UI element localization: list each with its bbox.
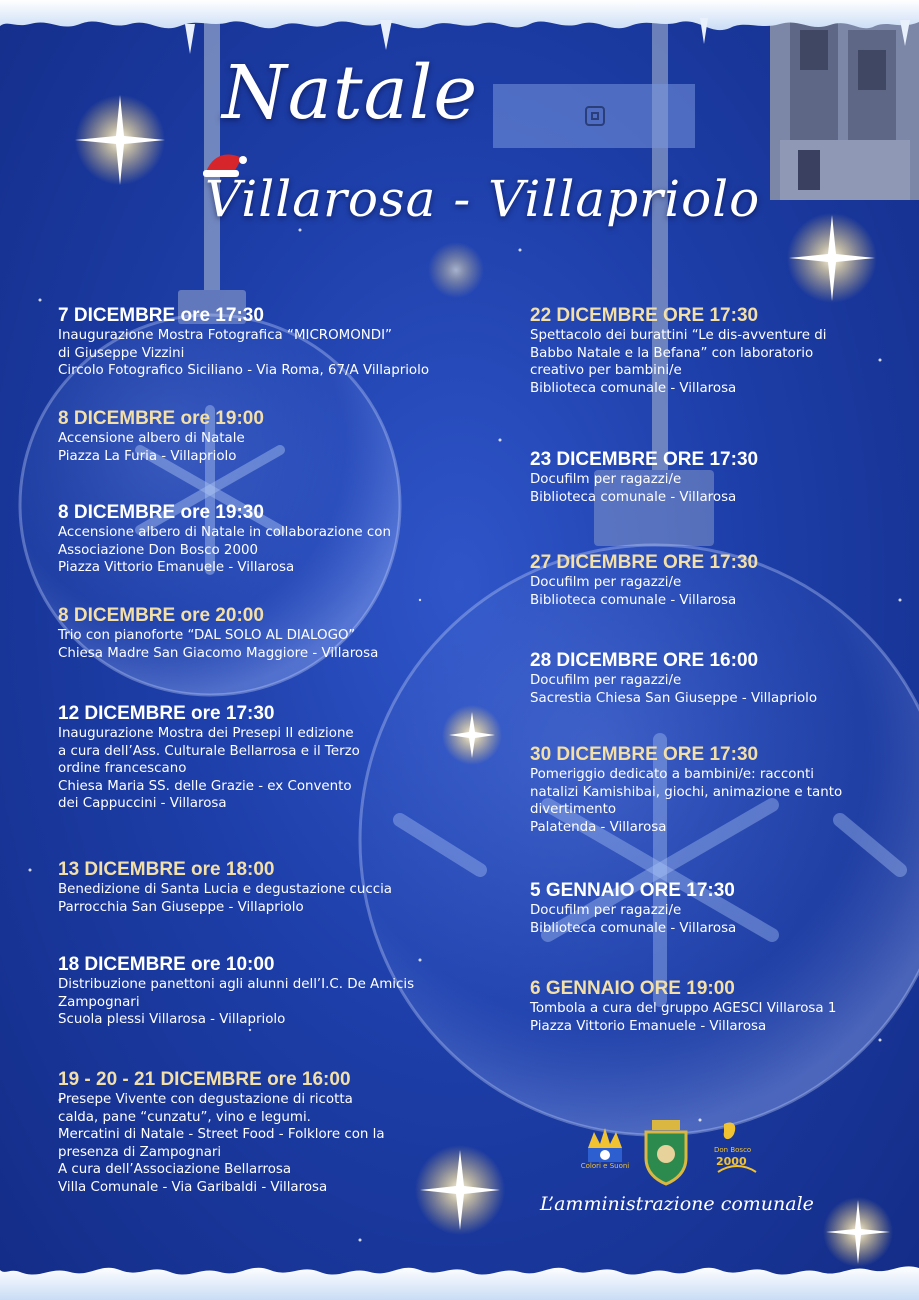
event-date: 23 DICEMBRE ORE 17:30: [530, 449, 759, 470]
event-line: divertimento: [530, 802, 617, 817]
event-line: Biblioteca comunale - Villarosa: [530, 489, 737, 505]
event-line: Palatenda - Villarosa: [530, 819, 667, 835]
logo3-text-bottom: 2000: [716, 1155, 747, 1168]
event-line: Spettacolo dei burattini “Le dis-avventure di: [530, 328, 827, 343]
event-line: Inaugurazione Mostra dei Presepi II edizione: [58, 726, 354, 741]
footer-signature: L’amministrazione comunale: [540, 1193, 814, 1215]
event-18-dicembre: [58, 954, 414, 1029]
event-line: Piazza La Furia - Villapriolo: [58, 448, 237, 464]
event-12-dicembre: [58, 703, 360, 813]
event-28-dicembre: [530, 650, 817, 707]
event-line: dei Cappuccini - Villarosa: [58, 796, 227, 811]
event-line: Circolo Fotografico Siciliano - Via Roma, 67/A Villapriolo: [58, 363, 430, 378]
event-13-dicembre: [58, 859, 392, 916]
event-line: Benedizione di Santa Lucia e degustazione cuccia: [58, 882, 393, 897]
event-8-dicembre-2000: [58, 605, 378, 662]
event-5-gennaio: [530, 880, 736, 937]
event-line: Docufilm per ragazzi/e: [530, 575, 682, 590]
event-8-dicembre-1900: [58, 408, 264, 465]
page-subtitle: Villarosa - Villapriolo: [205, 170, 761, 228]
event-line: Sacrestia Chiesa San Giuseppe - Villapriolo: [530, 690, 818, 706]
event-line: Accensione albero di Natale: [58, 431, 245, 446]
event-line: presenza di Zampognari: [58, 1144, 222, 1160]
event-line: di Giuseppe Vizzini: [58, 345, 185, 361]
event-line: Pomeriggio dedicato a bambini/e: racconti: [530, 767, 814, 782]
event-7-dicembre: [58, 305, 429, 380]
event-line: Babbo Natale e la Befana” con laboratorio: [530, 345, 814, 361]
event-line: Docufilm per ragazzi/e: [530, 903, 682, 918]
event-line: Docufilm per ragazzi/e: [530, 673, 682, 688]
event-date: 12 DICEMBRE ore 17:30: [58, 703, 275, 724]
event-line: Tombola a cura del gruppo AGESCI Villarosa 1: [530, 1001, 837, 1016]
event-22-dicembre: [530, 305, 826, 397]
logo3-text-top: Don Bosco: [714, 1146, 752, 1154]
logo1-text: Colori e Suoni: [580, 1162, 630, 1170]
ribbon-left: [204, 0, 220, 290]
event-30-dicembre: [530, 744, 842, 836]
event-line: natalizi Kamishibai, giochi, animazione e tanto: [530, 784, 843, 800]
event-date: 30 DICEMBRE ORE 17:30: [530, 744, 759, 765]
event-line: a cura dell’Ass. Culturale Bellarrosa e il Terzo: [58, 743, 360, 759]
event-6-gennaio: [530, 978, 836, 1035]
qr-code-icon: [585, 106, 605, 126]
event-line: Associazione Don Bosco 2000: [58, 542, 259, 558]
event-line: Chiesa Maria SS. delle Grazie - ex Convento: [58, 778, 352, 794]
event-date: 28 DICEMBRE ORE 16:00: [530, 650, 759, 671]
event-8-dicembre-1930: [58, 502, 391, 577]
church-photo: [770, 8, 919, 200]
event-line: Inaugurazione Mostra Fotografica “MICROMONDI”: [58, 328, 392, 343]
event-date: 8 DICEMBRE ore 19:00: [58, 408, 264, 429]
event-date: 22 DICEMBRE ORE 17:30: [530, 305, 759, 326]
event-27-dicembre: [530, 552, 758, 609]
ribbon-right: [652, 0, 668, 470]
event-line: creativo per bambini/e: [530, 363, 682, 378]
event-date: 7 DICEMBRE ore 17:30: [58, 305, 264, 326]
comune-coat-of-arms-logo: [640, 1118, 692, 1186]
event-line: Distribuzione panettoni agli alunni dell’I.C. De Amicis: [58, 977, 415, 992]
event-date: 18 DICEMBRE ore 10:00: [58, 954, 275, 975]
event-date: 19 - 20 - 21 DICEMBRE ore 16:00: [58, 1069, 351, 1090]
snow-bottom: [0, 1266, 919, 1300]
event-line: Villa Comunale - Via Garibaldi - Villarosa: [58, 1179, 328, 1195]
event-line: Chiesa Madre San Giacomo Maggiore - Villarosa: [58, 645, 379, 661]
event-line: Mercatini di Natale - Street Food - Folklore con la: [58, 1127, 385, 1142]
event-line: Biblioteca comunale - Villarosa: [530, 380, 737, 396]
event-line: Zampognari: [58, 994, 140, 1010]
event-line: Biblioteca comunale - Villarosa: [530, 920, 737, 936]
event-date: 8 DICEMBRE ore 20:00: [58, 605, 264, 626]
event-line: ordine francescano: [58, 761, 187, 776]
event-line: Docufilm per ragazzi/e: [530, 472, 682, 487]
event-date: 5 GENNAIO ORE 17:30: [530, 880, 735, 901]
event-date: 27 DICEMBRE ORE 17:30: [530, 552, 759, 573]
event-line: Trio con pianoforte “DAL SOLO AL DIALOGO”: [58, 628, 356, 643]
event-line: Piazza Vittorio Emanuele - Villarosa: [58, 560, 295, 575]
event-line: Scuola plessi Villarosa - Villapriolo: [58, 1012, 286, 1027]
colori-e-suoni-logo: [580, 1118, 630, 1182]
don-bosco-2000-logo: [712, 1118, 762, 1180]
event-line: Piazza Vittorio Emanuele - Villarosa: [530, 1018, 767, 1034]
event-date: 8 DICEMBRE ore 19:30: [58, 502, 264, 523]
event-line: Presepe Vivente con degustazione di ricotta: [58, 1092, 353, 1107]
event-line: A cura dell’Associazione Bellarrosa: [58, 1162, 292, 1177]
event-date: 6 GENNAIO ORE 19:00: [530, 978, 735, 999]
event-line: Biblioteca comunale - Villarosa: [530, 592, 737, 608]
page-title: Natale: [222, 50, 479, 136]
event-23-dicembre: [530, 449, 758, 506]
event-line: Parrocchia San Giuseppe - Villapriolo: [58, 899, 304, 915]
event-date: 13 DICEMBRE ore 18:00: [58, 859, 275, 880]
event-19-21-dicembre: [58, 1069, 385, 1196]
event-line: calda, pane “cunzatu”, vino e legumi.: [58, 1109, 311, 1125]
event-line: Accensione albero di Natale in collaborazione con: [58, 525, 391, 540]
